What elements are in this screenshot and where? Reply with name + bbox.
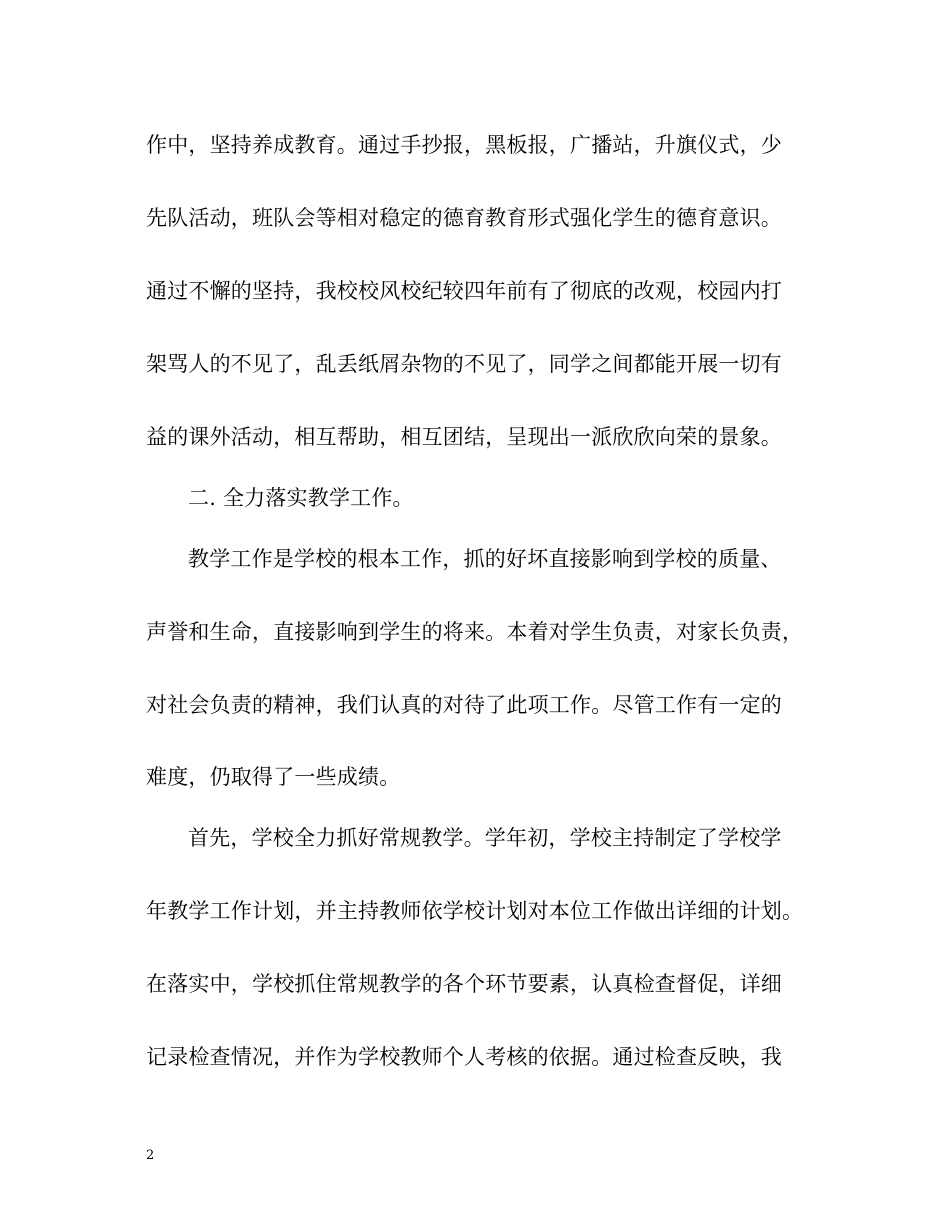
text-line: 首先，学校全力抓好常规教学。学年初，学校主持制定了学校学: [188, 826, 782, 850]
text-line: 难度，仍取得了一些成绩。: [146, 765, 401, 789]
text-line: 先队活动，班队会等相对稳定的德育教育形式强化学生的德育意识。: [146, 206, 782, 230]
text-line: 对社会负责的精神，我们认真的对待了此项工作。尽管工作有一定的: [146, 693, 782, 717]
text-line: 通过不懈的坚持，我校校风校纪较四年前有了彻底的改观，校园内打: [146, 279, 782, 303]
page-number: 2: [146, 1148, 155, 1163]
text-line: 益的课外活动，相互帮助，相互团结，呈现出一派欣欣向荣的景象。: [146, 425, 782, 449]
text-line: 在落实中，学校抓住常规教学的各个环节要素，认真检查督促，详细: [146, 972, 782, 996]
text-line: 架骂人的不见了，乱丢纸屑杂物的不见了，同学之间都能开展一切有: [146, 352, 782, 376]
text-line: 记录检查情况，并作为学校教师个人考核的依据。通过检查反映，我: [146, 1045, 782, 1069]
text-line: 教学工作是学校的根本工作，抓的好坏直接影响到学校的质量、: [188, 547, 782, 571]
text-line: 年教学工作计划，并主持教师依学校计划对本位工作做出详细的计划。: [146, 899, 804, 923]
text-line: 作中，坚持养成教育。通过手抄报，黑板报，广播站，升旗仪式，少: [146, 133, 782, 157]
text-line: 声誉和生命，直接影响到学生的将来。本着对学生负责，对家长负责，: [146, 620, 804, 644]
section-heading: 二. 全力落实教学工作。: [188, 486, 414, 510]
